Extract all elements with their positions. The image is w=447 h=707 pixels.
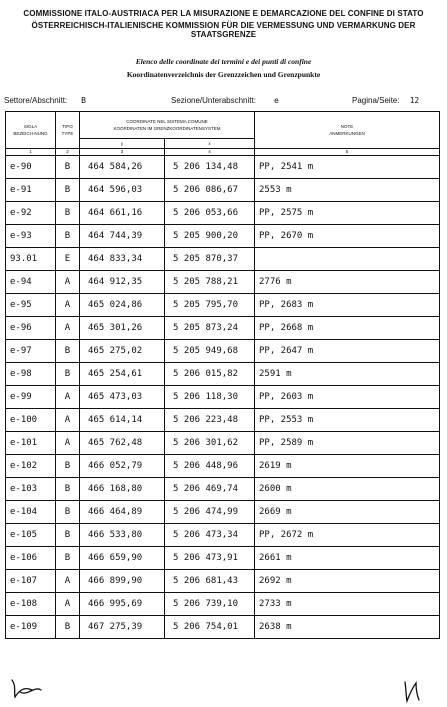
pagina-label: Pagina/Seite: [352,96,400,105]
tipo-header-it: TIPO [62,124,73,129]
table-row [6,409,440,432]
sigla-cell: e-91 [6,179,56,202]
y-coordinate-cell: 465 762,48 [80,432,165,455]
y-coordinate-cell: 466 052,79 [80,455,165,478]
table-row [6,386,440,409]
sezione-value: e [273,96,279,105]
y-coordinate-cell: 465 473,03 [80,386,165,409]
x-coordinate-cell: 5 206 739,10 [165,593,255,616]
document-title-italian: Elenco delle coordinate dei termini e dei punti di confine [135,57,312,66]
table-row [6,547,440,570]
tipo-cell: B [56,478,80,501]
table-row [6,432,440,455]
tipo-header-de: TYPE [61,131,74,136]
note-cell [255,248,440,271]
note-cell: 2600 m [255,478,440,501]
note-cell: PP, 2670 m [255,225,440,248]
y-coordinate-cell: 465 275,02 [80,340,165,363]
table-row [6,340,440,363]
note-cell: 2776 m [255,271,440,294]
pagina-value: 12 [409,96,420,105]
column-number-2: 2 [56,149,80,156]
tipo-cell: B [56,547,80,570]
table-row [6,156,440,179]
sigla-cell: e-101 [6,432,56,455]
y-coordinate-cell: 466 659,90 [80,547,165,570]
y-header: y [80,139,165,149]
x-coordinate-cell: 5 206 469,74 [165,478,255,501]
y-coordinate-cell: 464 596,03 [80,179,165,202]
tipo-cell: A [56,386,80,409]
y-coordinate-cell: 465 301,26 [80,317,165,340]
x-coordinate-cell: 5 205 788,21 [165,271,255,294]
note-cell: 2661 m [255,547,440,570]
note-cell: PP, 2553 m [255,409,440,432]
sigla-cell: e-99 [6,386,56,409]
table-row [6,501,440,524]
sigla-cell: e-96 [6,317,56,340]
coordinates-header-de: KOORDINATEN IM GRENZKOORDINATENSYSTEM [113,126,221,131]
signature-right [398,678,426,704]
note-cell: PP, 2541 m [255,156,440,179]
sigla-cell: e-102 [6,455,56,478]
tipo-cell: B [56,202,80,225]
column-number-1: 1 [6,149,56,156]
y-coordinate-cell: 464 584,26 [80,156,165,179]
table-row [6,455,440,478]
coordinates-header-it: COORDINATE NEL SISTEMA COMUNE [126,119,208,124]
tipo-cell: B [56,524,80,547]
tipo-cell: A [56,570,80,593]
tipo-cell: B [56,501,80,524]
note-header-de: ANMERKUNGEN [329,131,365,136]
signature-left [6,677,46,701]
note-cell: PP, 2683 m [255,294,440,317]
tipo-cell: A [56,294,80,317]
tipo-cell: E [56,248,80,271]
y-coordinate-cell: 464 912,35 [80,271,165,294]
column-number-4: 4 [165,149,255,156]
y-coordinate-cell: 464 661,16 [80,202,165,225]
x-coordinate-cell: 5 205 873,24 [165,317,255,340]
commission-title-italian: COMMISSIONE ITALO-AUSTRIACA PER LA MISURAZIONE E DEMARCAZIONE DEL CONFINE DI STATO [23,9,424,18]
x-coordinate-cell: 5 205 795,70 [165,294,255,317]
x-coordinate-cell: 5 206 015,82 [165,363,255,386]
table-row [6,271,440,294]
coordinates-header [80,112,255,139]
y-coordinate-cell: 467 275,39 [80,616,165,639]
column-number-3: 3 [80,149,165,156]
x-coordinate-cell: 5 206 053,66 [165,202,255,225]
tipo-cell: A [56,409,80,432]
sigla-cell: e-104 [6,501,56,524]
sezione-field [171,96,279,105]
note-cell: 2733 m [255,593,440,616]
sigla-cell: e-100 [6,409,56,432]
tipo-cell: B [56,179,80,202]
tipo-cell: A [56,317,80,340]
note-cell: PP, 2575 m [255,202,440,225]
note-cell: 2692 m [255,570,440,593]
x-coordinate-cell: 5 205 870,37 [165,248,255,271]
x-coordinate-cell: 5 205 949,68 [165,340,255,363]
table-row [6,317,440,340]
sigla-cell: e-92 [6,202,56,225]
table-row [6,179,440,202]
table-row [6,202,440,225]
x-coordinate-cell: 5 206 118,30 [165,386,255,409]
table-row [6,294,440,317]
tipo-cell: B [56,340,80,363]
pagina-field [352,96,419,105]
document-title-german: Koordinatenverzeichnis der Grenzzeichen und Grenzpunkte [126,70,321,79]
table-row [6,616,440,639]
y-coordinate-cell: 464 833,34 [80,248,165,271]
y-coordinate-cell: 466 995,69 [80,593,165,616]
commission-title-german: ÖSTERREICHISCH-ITALIENISCHE KOMMISSION FÜR DIE VERMESSUNG UND VERMARKUNG DER STAATSGRENZE [31,21,416,39]
sigla-cell: e-94 [6,271,56,294]
x-coordinate-cell: 5 205 900,20 [165,225,255,248]
x-coordinate-cell: 5 206 448,96 [165,455,255,478]
y-coordinate-cell: 465 254,61 [80,363,165,386]
sigla-cell: e-107 [6,570,56,593]
note-cell: PP, 2668 m [255,317,440,340]
x-coordinate-cell: 5 206 754,01 [165,616,255,639]
y-coordinate-cell: 466 464,89 [80,501,165,524]
tipo-header [56,112,80,149]
x-header: x [165,139,255,149]
note-cell: PP, 2603 m [255,386,440,409]
x-coordinate-cell: 5 206 301,62 [165,432,255,455]
sigla-cell: e-90 [6,156,56,179]
coordinates-table [5,111,440,639]
sezione-label: Sezione/Unterabschnitt: [171,96,256,105]
sigla-cell: e-103 [6,478,56,501]
tipo-cell: B [56,616,80,639]
tipo-cell: B [56,455,80,478]
y-coordinate-cell: 466 899,90 [80,570,165,593]
note-cell: 2591 m [255,363,440,386]
table-row [6,248,440,271]
y-coordinate-cell: 464 744,39 [80,225,165,248]
sigla-cell: e-98 [6,363,56,386]
note-cell: PP, 2647 m [255,340,440,363]
note-cell: 2619 m [255,455,440,478]
table-row [6,478,440,501]
table-row [6,225,440,248]
column-number-5: 5 [255,149,440,156]
table-row [6,593,440,616]
settore-field [4,96,86,105]
tipo-cell: A [56,432,80,455]
settore-value: B [81,96,86,105]
table-row [6,524,440,547]
note-cell: 2553 m [255,179,440,202]
y-coordinate-cell: 465 614,14 [80,409,165,432]
x-coordinate-cell: 5 206 086,67 [165,179,255,202]
sigla-cell: e-105 [6,524,56,547]
x-coordinate-cell: 5 206 474,99 [165,501,255,524]
tipo-cell: A [56,593,80,616]
tipo-cell: A [56,271,80,294]
sigla-cell: e-95 [6,294,56,317]
note-cell: PP, 2672 m [255,524,440,547]
note-header [255,112,440,149]
sigla-cell: e-108 [6,593,56,616]
x-coordinate-cell: 5 206 473,34 [165,524,255,547]
sigla-header-it: SIGLA [23,124,38,129]
note-header-it: NOTE [340,124,354,129]
y-coordinate-cell: 466 168,80 [80,478,165,501]
y-coordinate-cell: 465 024,86 [80,294,165,317]
sigla-cell: e-97 [6,340,56,363]
sigla-cell: e-93 [6,225,56,248]
sigla-cell: e-109 [6,616,56,639]
x-coordinate-cell: 5 206 134,48 [165,156,255,179]
tipo-cell: B [56,156,80,179]
y-coordinate-cell: 466 533,80 [80,524,165,547]
settore-label: Settore/Abschnitt: [4,96,68,105]
x-coordinate-cell: 5 206 473,91 [165,547,255,570]
table-row [6,570,440,593]
x-coordinate-cell: 5 206 681,43 [165,570,255,593]
note-cell: PP, 2589 m [255,432,440,455]
note-cell: 2669 m [255,501,440,524]
table-row [6,363,440,386]
sigla-header [6,112,56,149]
x-coordinate-cell: 5 206 223,48 [165,409,255,432]
sigla-header-de: BEZEICH-NUNG [13,131,48,136]
sigla-cell: 93.01 [6,248,56,271]
tipo-cell: B [56,225,80,248]
sigla-cell: e-106 [6,547,56,570]
note-cell: 2638 m [255,616,440,639]
tipo-cell: B [56,363,80,386]
